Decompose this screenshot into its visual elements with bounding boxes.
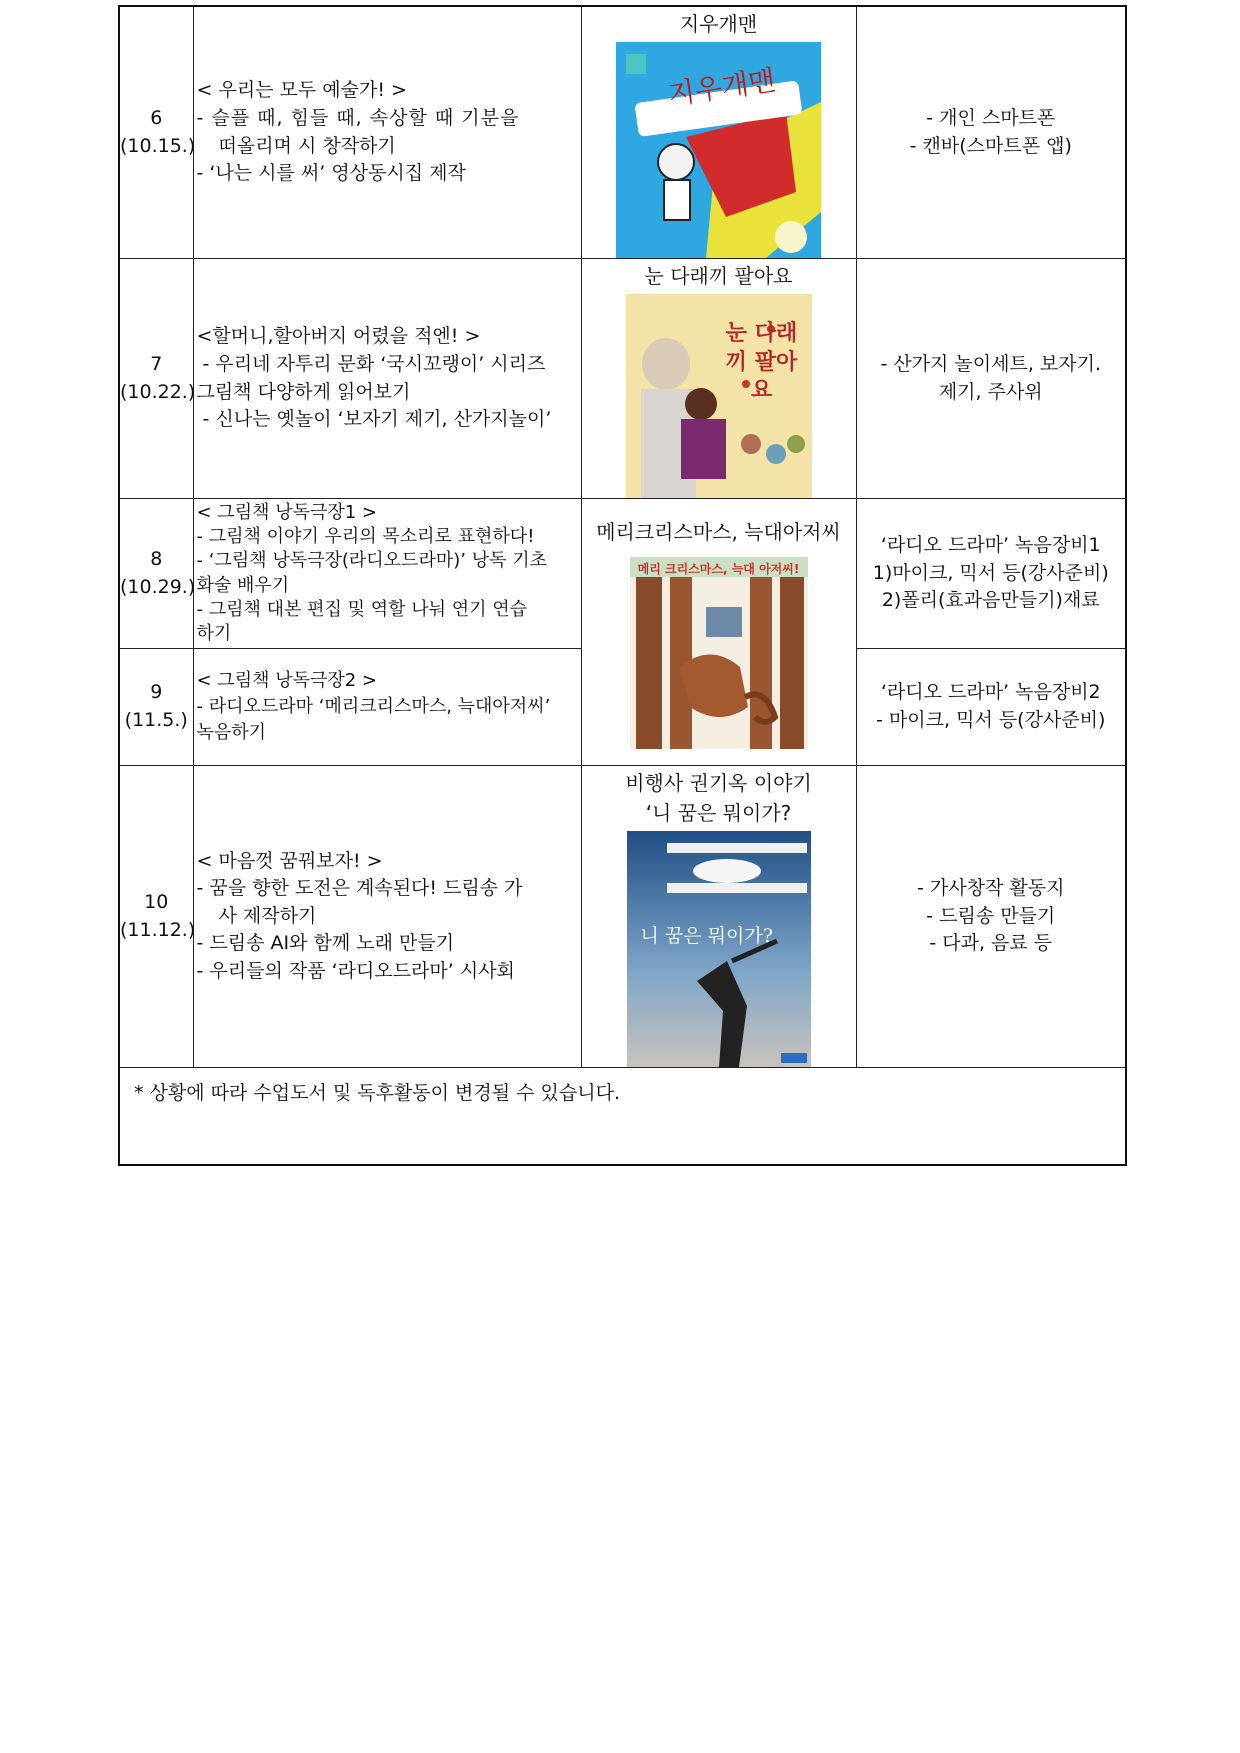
activity-line: - ‘그림책 낭독극장(라디오드라마)’ 낭독 기초 — [196, 550, 547, 572]
session-number: 10 — [144, 890, 169, 913]
material-item: 1)마이크, 믹서 등(강사준비) — [872, 561, 1109, 584]
book-cell — [581, 766, 856, 1068]
activity-cell — [193, 499, 581, 649]
material-item: - 산가지 놀이세트, 보자기. — [880, 352, 1102, 375]
activity-line: - 꿈을 향한 도전은 계속된다! 드림송 가 — [196, 877, 523, 900]
material-item: - 가사창작 활동지 — [917, 877, 1065, 900]
activity-line: - 라디오드라마 ‘메리크리스마스, 늑대아저씨’ — [196, 695, 551, 717]
activity-line: 그림책 다양하게 읽어보기 — [196, 380, 411, 403]
activity-line: < 그림책 낭독극장2 > — [196, 669, 377, 691]
session-date: (11.5.) — [124, 709, 188, 731]
activity-line: - 그림책 이야기 우리의 목소리로 표현하다! — [196, 526, 535, 548]
activity-line: - 슬플 때, 힘들 때, 속상할 때 기분을 — [196, 106, 520, 129]
activity-line: - 우리들의 작품 ‘라디오드라마’ 시사회 — [196, 959, 515, 982]
activity-line: - 우리네 자투리 문화 ‘국시꼬랭이’ 시리즈 — [196, 352, 546, 375]
material-item: - 개인 스마트폰 — [926, 106, 1056, 129]
activity-line: 하기 — [196, 622, 232, 644]
activity-line: - 드림송 AI와 함께 노래 만들기 — [196, 932, 455, 955]
activity-line: 사 제작하기 — [218, 904, 317, 927]
book-cell — [581, 499, 856, 766]
session-number: 7 — [150, 352, 163, 375]
session-cell — [119, 499, 196, 649]
session-cell — [119, 6, 196, 259]
table-row — [119, 259, 1126, 499]
session-number: 8 — [150, 547, 163, 570]
footnote: * 상황에 따라 수업도서 및 독후활동이 변경될 수 있습니다. — [134, 1082, 620, 1104]
materials-cell — [856, 649, 1126, 766]
book-cell — [581, 259, 856, 499]
book-cover-text: 니 꿈은 뭐이가? — [640, 925, 773, 947]
material-item: ‘라디오 드라마’ 녹음장비1 — [880, 534, 1101, 557]
session-cell — [119, 766, 196, 1068]
materials-cell — [856, 259, 1126, 499]
session-date: (10.15.) — [120, 134, 196, 157]
activity-line: 녹음하기 — [196, 722, 267, 744]
material-item: - 다과, 음료 등 — [929, 932, 1053, 955]
activity-cell — [193, 259, 581, 499]
activity-cell — [193, 649, 581, 766]
book-cover-text: 메리 크리스마스, 늑대 아저씨! — [637, 562, 800, 576]
table-row — [119, 499, 1126, 649]
table-row — [119, 766, 1126, 1068]
book-title: 지우개맨 — [679, 12, 758, 36]
session-number: 6 — [150, 106, 163, 129]
session-number: 9 — [150, 681, 163, 704]
material-item: ‘라디오 드라마’ 녹음장비2 — [880, 681, 1101, 704]
activity-line: < 그림책 낭독극장1 > — [196, 502, 377, 524]
session-date: (10.29.) — [120, 575, 196, 598]
material-item: - 캔바(스마트폰 앱) — [909, 134, 1072, 157]
book-title: 눈 다래끼 팔아요 — [644, 264, 793, 288]
activity-line: <할머니,할아버지 어렸을 적엔! > — [196, 325, 481, 348]
session-cell — [119, 259, 196, 499]
activity-line: 화술 배우기 — [196, 574, 290, 596]
materials-cell — [856, 6, 1126, 259]
material-item: - 드림송 만들기 — [926, 904, 1056, 927]
material-item: - 마이크, 믹서 등(강사준비) — [876, 709, 1106, 731]
table-row — [119, 6, 1126, 259]
activity-cell — [193, 6, 581, 259]
activity-line: 떠올리며 시 창작하기 — [218, 134, 396, 157]
material-item: 제기, 주사위 — [938, 380, 1043, 403]
activity-line: - 신나는 옛놀이 ‘보자기 제기, 산가지놀이’ — [196, 408, 552, 431]
book-cover-image — [627, 831, 811, 1067]
book-title: 메리크리스마스, 늑대아저씨 — [596, 520, 841, 544]
activity-cell — [193, 766, 581, 1068]
table-row — [119, 1068, 1126, 1166]
book-cover-image — [626, 294, 812, 498]
activity-line: - 그림책 대본 편집 및 역할 나눠 연기 연습 — [196, 598, 527, 620]
activity-line: < 마음껏 꿈꿔보자! > — [196, 849, 383, 872]
activity-line: - ‘나는 시를 써’ 영상동시집 제작 — [196, 162, 466, 185]
book-cover-image — [630, 557, 808, 749]
activity-line: < 우리는 모두 예술가! > — [196, 79, 407, 102]
note-cell — [119, 1068, 1126, 1166]
book-cell — [581, 6, 856, 259]
materials-cell — [856, 766, 1126, 1068]
book-subtitle: ‘니 꿈은 뭐이가? — [645, 801, 792, 825]
materials-cell — [856, 499, 1126, 649]
session-date: (11.12.) — [120, 918, 196, 941]
book-title: 비행사 권기옥 이야기 — [625, 771, 812, 795]
lesson-plan-table — [118, 5, 1127, 1166]
session-cell — [119, 649, 193, 766]
session-date: (10.22.) — [120, 380, 196, 403]
book-cover-text: 눈 다래끼 팔아요 — [725, 321, 798, 404]
material-item: 2)폴리(효과음만들기)재료 — [881, 589, 1100, 612]
